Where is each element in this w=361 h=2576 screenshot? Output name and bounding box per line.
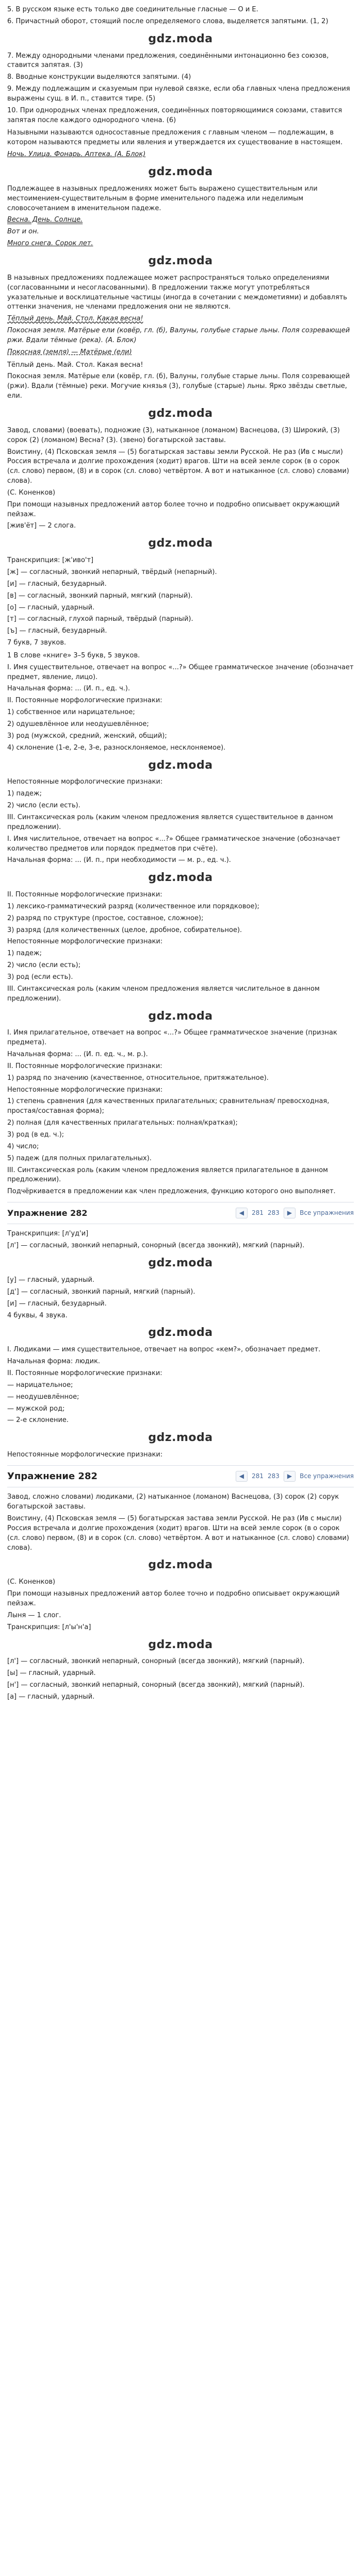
watermark: gdz.moda <box>148 1431 213 1445</box>
morph-line: 4) число; <box>7 1142 39 1150</box>
exercise-282-body <box>7 1229 354 1460</box>
exercise-pager <box>236 1206 354 1221</box>
rule-line: 8. Вводные конструкции выделяются запятыми. (4) <box>7 73 191 81</box>
ex-line: — мужской род; <box>7 1404 65 1413</box>
example-line: Ночь. Улица. Фонарь. Аптека. (А. Блок) <box>7 150 146 159</box>
theory-paragraph: Подлежащее в назывных предложениях может быть выражено существительным или местоимением-существительным в форме именительного падежа или неделимым словосочетанием в именительном падеже. <box>7 184 318 212</box>
watermark: gdz.moda <box>148 32 213 45</box>
phonetic-line: [в] — согласный, звонкий парный, мягкий (парный). <box>7 591 193 600</box>
morph-line: Непостоянные морфологические признаки: <box>7 778 163 786</box>
phonetic-line: [т] — согласный, глухой парный, твёрдый (парный). <box>7 615 193 623</box>
all-exercises-link[interactable]: Все упражнения <box>300 1472 354 1480</box>
all-exercises-link[interactable]: Все упражнения <box>300 1209 354 1217</box>
morph-line: II. Постоянные морфологические признаки: <box>7 1062 162 1070</box>
watermark: gdz.moda <box>148 1009 213 1023</box>
morph-line: 1) степень сравнения (для качественных прилагательных; сравнительная/ превосходная, простая/составная форма); <box>7 1097 330 1115</box>
text-line: 7 букв, 7 звуков. <box>7 639 67 647</box>
phonetic-line: [и] — гласный, безударный. <box>7 580 107 588</box>
ex-line: [л'] — согласный, звонкий непарный, сонорный (всегда звонкий), мягкий (парный). <box>7 1242 305 1250</box>
rule-line: 9. Между подлежащим и сказуемым при нулевой связке, если оба главных члена предложения выражены сущ. в И. п., ставится тире. (5) <box>7 85 350 103</box>
prev-arrow-icon[interactable]: ◀ <box>236 1471 248 1482</box>
ex-line: Воистину, (4) Псковская земля — (5) богатырская застава земли Русской. Не раз (Ив с мысли) Россия встречала и долгие прохождения (ходит) врагов. Шти на всей земле сорок (в о сорок (сл. слово) первом, (8) и в сорок (сл. слово) четвёртом. А вот и натыканное (сл. слово) словами) слова). <box>7 1515 349 1552</box>
morph-line: Начальная форма: ... (И. п. ед. ч., м. р.). <box>7 1050 148 1059</box>
morph-line: Непостоянные морфологические признаки: <box>7 938 163 946</box>
morph-line: 1) падеж; <box>7 790 42 798</box>
morph-line: II. Постоянные морфологические признаки: <box>7 891 162 899</box>
example-line: Покосная (земля) — Матёрые (ели) <box>7 348 132 356</box>
text-line: Транскрипция: [ж'иво'т] <box>7 556 94 565</box>
phonetic-line: [ъ] — гласный, безударный. <box>7 627 107 635</box>
theory-paragraph: Назывными называются односоставные предложения с главным членом — подлежащим, в котором называются предметы или явления и утверждается их существование в настоящем. <box>7 129 343 147</box>
example-line: Покосная земля. Матёрые ели (ковёр, гл. (б), Валуны, голубые старые льны. Поля созревающей ржи. Вдали тёмные (река). (А. Блок) <box>7 327 350 344</box>
ex-line: [ы] — гласный, ударный. <box>7 1669 96 1677</box>
watermark: gdz.moda <box>148 1326 213 1340</box>
next-arrow-icon[interactable]: ▶ <box>284 1471 296 1482</box>
morph-line: 2) число (если есть); <box>7 961 81 970</box>
text-line: Воистину, (4) Псковская земля — (5) богатырская заставы земли Русской. Не раз (Ив с мысли) Россия встречала и долгие прохождения (ходит) врагов. Шти на всей земле сорок (в о сорок (сл. слово) первом, (8) и в сорок (сл. слово) четвёртом. А вот и натыканное (сл. слово) словами) слова). <box>7 448 349 485</box>
watermark: gdz.moda <box>148 1638 213 1651</box>
ex-line: — нарицательное; <box>7 1381 73 1389</box>
morph-line: 2) разряд по структуре (простое, составное, сложное); <box>7 914 204 922</box>
morph-line: 1) падеж; <box>7 950 42 958</box>
theory-section <box>7 128 354 357</box>
ex-line: 4 буквы, 4 звука. <box>7 1311 68 1319</box>
morph-line: Непостоянные морфологические признаки: <box>7 1086 163 1094</box>
morph-line: I. Имя прилагательное, отвечает на вопрос «...?» Общее грамматическое значение (признак предмета). <box>7 1029 337 1047</box>
rule-line: 5. В русском языке есть только две соединительные гласные — О и Е. <box>7 6 258 13</box>
ex-line: [и] — гласный, безударный. <box>7 1299 107 1308</box>
ex-line: (С. Коненков) <box>7 1578 56 1586</box>
rule-line: 7. Между однородными членами предложения, соединёнными интонационно без союзов, ставится запятая. (3) <box>7 52 329 70</box>
morph-line: Начальная форма: ... (И. п., при необходимости — м. р., ед. ч.). <box>7 856 231 865</box>
ex-line: [д'] — согласный, звонкий парный, мягкий (парный). <box>7 1287 195 1296</box>
phonetic-line: [ж] — согласный, звонкий непарный, твёрдый (непарный). <box>7 568 217 577</box>
watermark: gdz.moda <box>148 871 213 885</box>
ex-line: [л'] — согласный, звонкий непарный, сонорный (всегда звонкий), мягкий (парный). <box>7 1657 305 1666</box>
watermark: gdz.moda <box>148 1257 213 1270</box>
morph-line: III. Синтаксическая роль (каким членом предложения является прилагательное в данном предложении). <box>7 1166 328 1184</box>
exercise-header-second <box>7 1465 354 1487</box>
morph-line: II. Постоянные морфологические признаки: <box>7 697 162 705</box>
ex-line: Транскрипция: [л'уд'и] <box>7 1230 89 1238</box>
next-exercise-link[interactable]: 283 <box>268 1472 280 1480</box>
theory-paragraph: В назывных предложениях подлежащее может распространяться только определениями (согласованными и несогласованными). В предложении также могут употребляться указательные и восклицательные частицы (иногда в сочетании с междометиями) и добавлять оттенки значения, не членами предложения они не являются. <box>7 274 348 311</box>
watermark: gdz.moda <box>148 1558 213 1572</box>
exercise-title: Упражнение 282 <box>7 1470 97 1482</box>
morph-line: 1) разряд по значению (качественное, относительное, притяжательное). <box>7 1074 269 1082</box>
exercise-title: Упражнение 282 <box>7 1208 88 1218</box>
prev-exercise-link[interactable]: 281 <box>252 1472 264 1480</box>
watermark: gdz.moda <box>148 758 213 772</box>
ex-line: [у] — гласный, ударный. <box>7 1276 95 1284</box>
morph-line: 4) склонение (1-е, 2-е, 3-е, разносклоняемое, несклоняемое). <box>7 743 226 752</box>
morph-line: 2) одушевлённое или неодушевлённое; <box>7 720 149 728</box>
ex-line: — 2-е склонение. <box>7 1416 69 1425</box>
text-line: Тёплый день. Май. Стол. Какая весна! <box>7 361 143 369</box>
morph-line: 3) род (в ед. ч.); <box>7 1131 64 1139</box>
ex-line: II. Постоянные морфологические признаки: <box>7 1369 162 1377</box>
analysis-section <box>7 361 354 648</box>
morph-line: I. Имя числительное, отвечает на вопрос «...?» Общее грамматическое значение (обозначает количество предметов или порядок предметов при счёте). <box>7 835 340 853</box>
exercise-282b-body <box>7 1493 354 1702</box>
rule-line: 6. Причастный оборот, стоящий после определяемого слова, выделяется запятыми. (1, 2) <box>7 17 329 25</box>
watermark: gdz.moda <box>148 254 213 267</box>
prev-exercise-link[interactable]: 281 <box>252 1209 264 1217</box>
next-exercise-link[interactable]: 283 <box>268 1209 280 1217</box>
ex-line: Непостоянные морфологические признаки: <box>7 1451 163 1459</box>
morph-line: 3) род (если есть). <box>7 973 73 981</box>
morph-line: I. Имя существительное, отвечает на вопрос «...?» Общее грамматическое значение (обозначает предмет, явление, лицо). <box>7 663 354 681</box>
morph-line: 3) род (мужской, средний, женский, общий); <box>7 732 167 740</box>
example-line: Тёплый день. Май. Стол. Какая весна! <box>7 315 143 323</box>
ex-line: Начальная форма: людик. <box>7 1358 101 1366</box>
example-line: Много снега. Сорок лет. <box>7 240 93 248</box>
ex-line: Транскрипция: [л'ы'н'а] <box>7 1623 91 1631</box>
next-arrow-icon[interactable]: ▶ <box>284 1208 296 1218</box>
morph-line: 2) число (если есть). <box>7 802 80 810</box>
example-line: Весна. День. Солнце. <box>7 216 83 224</box>
morphology-section <box>7 651 354 1197</box>
ex-line: [н'] — согласный, звонкий непарный, сонорный (всегда звонкий), мягкий (парный). <box>7 1681 305 1689</box>
morph-line: Начальная форма: ... (И. п., ед. ч.). <box>7 685 130 693</box>
morph-line: 3) разряд (для количественных (целое, дробное, собирательное). <box>7 926 242 934</box>
morph-line: Подчёркивается в предложении как член предложения, функцию которого оно выполняет. <box>7 1188 336 1196</box>
text-line: Покосная земля. Матёрые ели (ковёр, гл. (б), Валуны, голубые старые льны. Поля созревающей (ржи). Вдали (тёмные) реки. Могучие князья (3), голубые (старые) льны. Ярко звёзды светлые, ели. <box>7 372 350 400</box>
watermark: gdz.moda <box>148 406 213 420</box>
ex-line: Завод, сложно словами) людиками, (2) натыканное (ломаном) Васнецова, (3) сорок (2) сорук богатырской заставы. <box>7 1493 339 1511</box>
text-line: (С. Коненков) <box>7 488 56 497</box>
rule-line: 10. При однородных членах предложения, соединённых повторяющимися союзами, ставится запятая после каждого однородного члена. (6) <box>7 106 342 124</box>
ex-line: I. Людиками — имя существительное, отвечает на вопрос «кем?», обозначает предмет. <box>7 1346 321 1354</box>
ex-line: Лыня — 1 слог. <box>7 1611 61 1619</box>
example-line: Вот и он. <box>7 228 39 236</box>
ex-line: [а] — гласный, ударный. <box>7 1692 95 1701</box>
text-line: [жив'ёт] — 2 слога. <box>7 522 76 530</box>
phonetic-line: [о] — гласный, ударный. <box>7 603 95 612</box>
morph-line: 2) полная (для качественных прилагательных: полная/краткая); <box>7 1119 238 1127</box>
morph-line: 1) собственное или нарицательное; <box>7 708 135 717</box>
morph-line: III. Синтаксическая роль (каким членом предложения является числительное в данном предложении). <box>7 985 320 1003</box>
watermark: gdz.moda <box>148 537 213 550</box>
exercise-pager <box>236 1469 354 1484</box>
prev-arrow-icon[interactable]: ◀ <box>236 1208 248 1218</box>
ex-line: — неодушевлённое; <box>7 1393 79 1401</box>
watermark: gdz.moda <box>148 165 213 179</box>
text-line: При помощи назывных предложений автор более точно и подробно описывает окружающий пейзаж. <box>7 500 340 518</box>
exercise-header <box>7 1202 354 1224</box>
morph-line: 1 В слове «книге» 3–5 букв, 5 звуков. <box>7 651 140 659</box>
morph-line: 1) лексико-грамматический разряд (количественное или порядковое); <box>7 902 259 910</box>
morph-line: 5) падеж (для полных прилагательных). <box>7 1154 152 1162</box>
rules-list <box>7 5 354 125</box>
morph-line: III. Синтаксическая роль (каким членом предложения является существительное в данном предложении). <box>7 813 333 831</box>
text-line: Завод, словами) (воевать), подножие (3), натыканное (ломаном) Васнецова, (3) Широкий, (3) сорок (2) (ломаном) Весна? (3). (звено) богатырской заставы. <box>7 426 340 444</box>
ex-line: При помощи назывных предложений автор более точно и подробно описывает окружающий пейзаж. <box>7 1590 340 1607</box>
